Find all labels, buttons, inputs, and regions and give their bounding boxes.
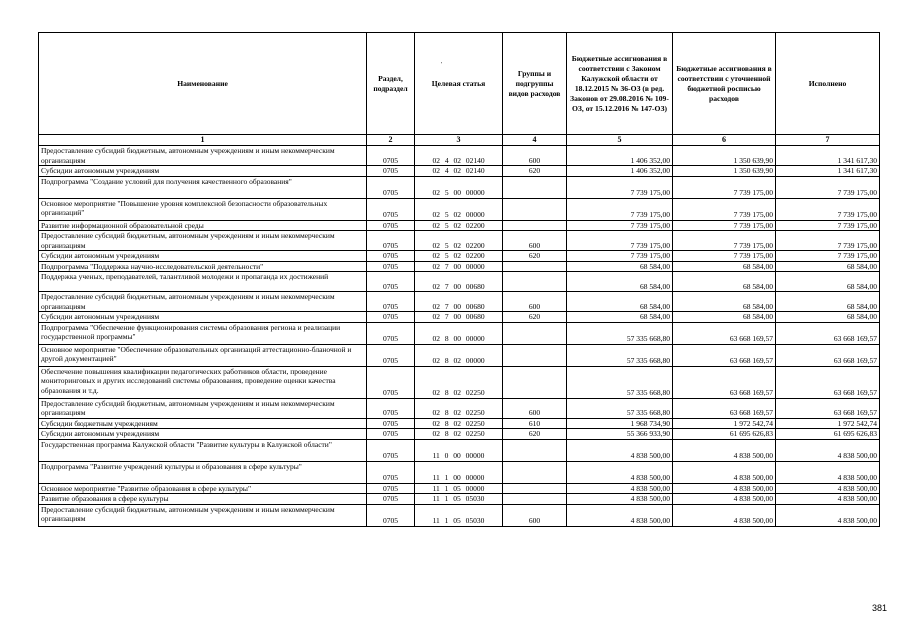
- table-row: [39, 146, 880, 166]
- table-body: [39, 146, 880, 527]
- row-target-article: 02 7 00 00680: [415, 292, 503, 312]
- row-target-article: 02 8 00 00000: [415, 322, 503, 344]
- row-name: Поддержка ученых, преподавателей, талантливой молодежи и пропаганда их достижений: [39, 272, 367, 292]
- header-original-appropriations: Бюджетные ассигнования в соответствии с Законом Калужской области от 18.12.2015 № 36-ОЗ (в ред. Законов от 29.08.2016 № 109-ОЗ, от 15.12.2016 № 147-ОЗ): [567, 33, 673, 135]
- table-row: [39, 261, 880, 272]
- row-original-amount: 57 335 668,80: [567, 344, 673, 366]
- header-row: [39, 33, 880, 135]
- row-section: 0705: [367, 261, 415, 272]
- row-section: 0705: [367, 322, 415, 344]
- row-name: Государственная программа Калужской области "Развитие культуры в Калужской области": [39, 439, 367, 461]
- row-executed-amount: 7 739 175,00: [776, 176, 880, 198]
- table-row: [39, 494, 880, 505]
- row-expense-group: 600: [503, 231, 567, 251]
- row-target-article: 02 7 00 00680: [415, 272, 503, 292]
- row-updated-amount: 7 739 175,00: [673, 198, 776, 220]
- row-section: 0705: [367, 344, 415, 366]
- row-section: 0705: [367, 251, 415, 262]
- row-expense-group: [503, 483, 567, 494]
- row-executed-amount: 7 739 175,00: [776, 198, 880, 220]
- row-target-article: 02 8 02 02250: [415, 429, 503, 440]
- row-name: Субсидии автономным учреждениям: [39, 166, 367, 177]
- row-original-amount: 4 838 500,00: [567, 461, 673, 483]
- row-name: Предоставление субсидий бюджетным, автономным учреждениям и иным некоммерческим организациям: [39, 292, 367, 312]
- row-updated-amount: 68 584,00: [673, 312, 776, 323]
- column-number-row: [39, 135, 880, 146]
- row-target-article: 11 1 05 05030: [415, 494, 503, 505]
- row-name: Субсидии автономным учреждениям: [39, 251, 367, 262]
- row-target-article: 02 5 02 02200: [415, 220, 503, 231]
- row-expense-group: 600: [503, 398, 567, 418]
- row-target-article: 11 1 05 00000: [415, 483, 503, 494]
- row-expense-group: 620: [503, 251, 567, 262]
- row-executed-amount: 68 584,00: [776, 261, 880, 272]
- row-section: 0705: [367, 439, 415, 461]
- row-updated-amount: 7 739 175,00: [673, 231, 776, 251]
- row-updated-amount: 4 838 500,00: [673, 461, 776, 483]
- row-executed-amount: 68 584,00: [776, 312, 880, 323]
- table-row: [39, 461, 880, 483]
- row-section: 0705: [367, 166, 415, 177]
- row-updated-amount: 4 838 500,00: [673, 504, 776, 526]
- row-target-article: 02 8 02 02250: [415, 418, 503, 429]
- row-updated-amount: 7 739 175,00: [673, 251, 776, 262]
- row-target-article: 11 1 05 05030: [415, 504, 503, 526]
- header-group: Группы и подгруппы видов расходов: [503, 33, 567, 135]
- row-section: 0705: [367, 292, 415, 312]
- row-expense-group: [503, 322, 567, 344]
- header-mark: ': [441, 62, 443, 68]
- row-expense-group: [503, 494, 567, 505]
- row-section: 0705: [367, 398, 415, 418]
- row-updated-amount: 68 584,00: [673, 272, 776, 292]
- row-updated-amount: 7 739 175,00: [673, 176, 776, 198]
- row-updated-amount: 1 350 639,90: [673, 146, 776, 166]
- table-row: [39, 504, 880, 526]
- row-section: 0705: [367, 494, 415, 505]
- row-target-article: 02 8 02 00000: [415, 344, 503, 366]
- row-section: 0705: [367, 504, 415, 526]
- table-row: [39, 418, 880, 429]
- row-target-article: 02 7 00 00000: [415, 261, 503, 272]
- column-number: 7: [776, 135, 880, 146]
- header-section: Раздел, подраздел: [367, 33, 415, 135]
- row-section: 0705: [367, 198, 415, 220]
- table-row: [39, 344, 880, 366]
- row-expense-group: 600: [503, 504, 567, 526]
- row-updated-amount: 63 668 169,57: [673, 322, 776, 344]
- row-name: Развитие информационной образовательной среды: [39, 220, 367, 231]
- row-original-amount: 7 739 175,00: [567, 251, 673, 262]
- row-name: Предоставление субсидий бюджетным, автономным учреждениям и иным некоммерческим организациям: [39, 231, 367, 251]
- row-expense-group: 620: [503, 312, 567, 323]
- row-name: Субсидии бюджетным учреждениям: [39, 418, 367, 429]
- row-original-amount: 68 584,00: [567, 261, 673, 272]
- row-updated-amount: 68 584,00: [673, 292, 776, 312]
- row-executed-amount: 1 972 542,74: [776, 418, 880, 429]
- row-executed-amount: 4 838 500,00: [776, 494, 880, 505]
- row-target-article: 02 5 02 02200: [415, 231, 503, 251]
- row-updated-amount: 61 695 626,83: [673, 429, 776, 440]
- row-executed-amount: 63 668 169,57: [776, 398, 880, 418]
- row-section: 0705: [367, 312, 415, 323]
- row-executed-amount: 7 739 175,00: [776, 231, 880, 251]
- row-original-amount: 57 335 668,80: [567, 398, 673, 418]
- table-row: [39, 272, 880, 292]
- row-expense-group: [503, 176, 567, 198]
- row-original-amount: 7 739 175,00: [567, 220, 673, 231]
- column-number: 4: [503, 135, 567, 146]
- row-executed-amount: 61 695 626,83: [776, 429, 880, 440]
- row-section: 0705: [367, 429, 415, 440]
- row-original-amount: 57 335 668,80: [567, 366, 673, 398]
- row-original-amount: 1 406 352,00: [567, 166, 673, 177]
- row-updated-amount: 4 838 500,00: [673, 494, 776, 505]
- row-original-amount: 55 366 933,90: [567, 429, 673, 440]
- row-executed-amount: 63 668 169,57: [776, 366, 880, 398]
- row-section: 0705: [367, 366, 415, 398]
- header-target: Целевая статья: [415, 33, 503, 135]
- row-name: Основное мероприятие "Обеспечение образовательных организаций аттестационно-бланочной и другой документацией": [39, 344, 367, 366]
- row-expense-group: 600: [503, 292, 567, 312]
- row-original-amount: 4 838 500,00: [567, 494, 673, 505]
- row-executed-amount: 63 668 169,57: [776, 322, 880, 344]
- row-name: Развитие образования в сфере культуры: [39, 494, 367, 505]
- table-row: [39, 231, 880, 251]
- row-executed-amount: 1 341 617,30: [776, 146, 880, 166]
- row-executed-amount: 68 584,00: [776, 272, 880, 292]
- row-executed-amount: 7 739 175,00: [776, 251, 880, 262]
- row-updated-amount: 63 668 169,57: [673, 344, 776, 366]
- row-name: Подпрограмма "Создание условий для получения качественного образования": [39, 176, 367, 198]
- row-name: Подпрограмма "Поддержка научно-исследовательской деятельности": [39, 261, 367, 272]
- row-original-amount: 68 584,00: [567, 272, 673, 292]
- row-original-amount: 4 838 500,00: [567, 439, 673, 461]
- row-original-amount: 68 584,00: [567, 292, 673, 312]
- row-expense-group: 610: [503, 418, 567, 429]
- row-name: Подпрограмма "Развитие учреждений культуры и образования в сфере культуры": [39, 461, 367, 483]
- row-original-amount: 4 838 500,00: [567, 483, 673, 494]
- row-target-article: 02 8 02 02250: [415, 398, 503, 418]
- row-original-amount: 7 739 175,00: [567, 176, 673, 198]
- row-updated-amount: 4 838 500,00: [673, 439, 776, 461]
- row-original-amount: 7 739 175,00: [567, 231, 673, 251]
- row-original-amount: 4 838 500,00: [567, 504, 673, 526]
- row-target-article: 02 5 02 02200: [415, 251, 503, 262]
- table-row: [39, 251, 880, 262]
- row-updated-amount: 1 972 542,74: [673, 418, 776, 429]
- row-original-amount: 57 335 668,80: [567, 322, 673, 344]
- row-original-amount: 7 739 175,00: [567, 198, 673, 220]
- row-executed-amount: 7 739 175,00: [776, 220, 880, 231]
- row-section: 0705: [367, 220, 415, 231]
- row-expense-group: [503, 198, 567, 220]
- row-executed-amount: 1 341 617,30: [776, 166, 880, 177]
- row-expense-group: 620: [503, 166, 567, 177]
- row-executed-amount: 4 838 500,00: [776, 439, 880, 461]
- row-updated-amount: 1 350 639,90: [673, 166, 776, 177]
- row-name: Субсидии автономным учреждениям: [39, 429, 367, 440]
- row-name: Основное мероприятие "Повышение уровня комплексной безопасности образовательных организаций": [39, 198, 367, 220]
- row-section: 0705: [367, 418, 415, 429]
- table-row: [39, 198, 880, 220]
- row-name: Основное мероприятие "Развитие образования в сфере культуры": [39, 483, 367, 494]
- row-original-amount: 1 406 352,00: [567, 146, 673, 166]
- row-target-article: 02 4 02 02140: [415, 166, 503, 177]
- row-name: Предоставление субсидий бюджетным, автономным учреждениям и иным некоммерческим организациям: [39, 146, 367, 166]
- row-section: 0705: [367, 272, 415, 292]
- table-row: [39, 398, 880, 418]
- row-updated-amount: 63 668 169,57: [673, 398, 776, 418]
- row-updated-amount: 68 584,00: [673, 261, 776, 272]
- table-row: [39, 483, 880, 494]
- column-number: 5: [567, 135, 673, 146]
- row-updated-amount: 7 739 175,00: [673, 220, 776, 231]
- row-name: Предоставление субсидий бюджетным, автономным учреждениям и иным некоммерческим организациям: [39, 504, 367, 526]
- table-row: [39, 292, 880, 312]
- row-target-article: 11 1 00 00000: [415, 461, 503, 483]
- header-executed: Исполнено: [776, 33, 880, 135]
- row-executed-amount: 68 584,00: [776, 292, 880, 312]
- row-expense-group: [503, 220, 567, 231]
- row-expense-group: 620: [503, 429, 567, 440]
- row-executed-amount: 4 838 500,00: [776, 504, 880, 526]
- row-name: Подпрограмма "Обеспечение функционирования системы образования региона и реализации государственной программы": [39, 322, 367, 344]
- row-target-article: 02 8 02 02250: [415, 366, 503, 398]
- table-row: [39, 166, 880, 177]
- row-expense-group: [503, 272, 567, 292]
- table-row: [39, 220, 880, 231]
- table-row: [39, 176, 880, 198]
- row-updated-amount: 4 838 500,00: [673, 483, 776, 494]
- column-number: 6: [673, 135, 776, 146]
- row-expense-group: [503, 261, 567, 272]
- row-name: Субсидии автономным учреждениям: [39, 312, 367, 323]
- row-expense-group: [503, 439, 567, 461]
- table-row: [39, 366, 880, 398]
- header-name: Наименование: [39, 33, 367, 135]
- column-number: 2: [367, 135, 415, 146]
- column-number: 1: [39, 135, 367, 146]
- row-section: 0705: [367, 176, 415, 198]
- row-target-article: 02 4 02 02140: [415, 146, 503, 166]
- row-target-article: 11 0 00 00000: [415, 439, 503, 461]
- row-expense-group: 600: [503, 146, 567, 166]
- table-row: [39, 439, 880, 461]
- row-expense-group: [503, 366, 567, 398]
- row-expense-group: [503, 344, 567, 366]
- page-number: 381: [871, 603, 887, 613]
- table-row: [39, 429, 880, 440]
- row-executed-amount: 4 838 500,00: [776, 483, 880, 494]
- row-section: 0705: [367, 231, 415, 251]
- row-target-article: 02 5 02 00000: [415, 198, 503, 220]
- row-name: Обеспечение повышения квалификации педагогических работников области, проведение мониторинговых и других исследований системы образования, проведение оценки качества образования и т.д.: [39, 366, 367, 398]
- table-row: [39, 312, 880, 323]
- header-updated-appropriations: Бюджетные ассигнования в соответствии с уточненной бюджетной росписью расходов: [673, 33, 776, 135]
- row-expense-group: [503, 461, 567, 483]
- row-executed-amount: 63 668 169,57: [776, 344, 880, 366]
- row-original-amount: 68 584,00: [567, 312, 673, 323]
- row-section: 0705: [367, 483, 415, 494]
- row-section: 0705: [367, 461, 415, 483]
- row-name: Предоставление субсидий бюджетным, автономным учреждениям и иным некоммерческим организациям: [39, 398, 367, 418]
- row-target-article: 02 5 00 00000: [415, 176, 503, 198]
- table-row: [39, 322, 880, 344]
- row-updated-amount: 63 668 169,57: [673, 366, 776, 398]
- budget-table: [38, 32, 880, 527]
- row-original-amount: 1 968 734,90: [567, 418, 673, 429]
- row-target-article: 02 7 00 00680: [415, 312, 503, 323]
- column-number: 3: [415, 135, 503, 146]
- row-executed-amount: 4 838 500,00: [776, 461, 880, 483]
- row-section: 0705: [367, 146, 415, 166]
